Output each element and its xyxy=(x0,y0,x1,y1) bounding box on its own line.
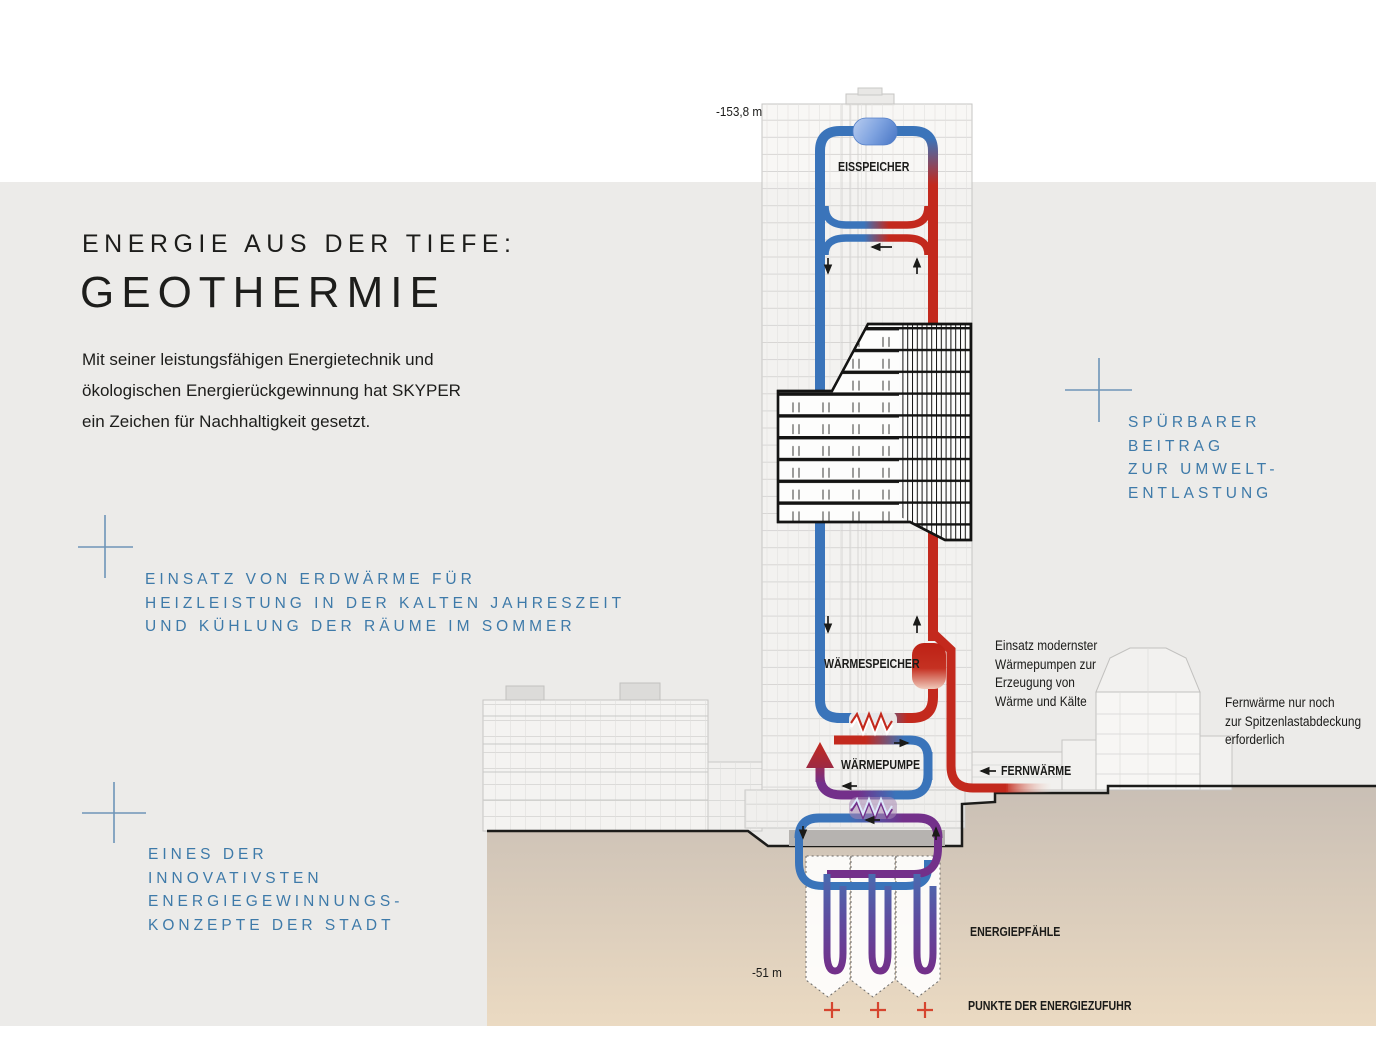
callout-line: INNOVATIVSTEN xyxy=(148,869,323,887)
callout-line: EINSATZ VON ERDWÄRME FÜR xyxy=(145,571,476,588)
depth-mark-bottom: -51 m xyxy=(752,965,782,980)
label-heat-pump: WÄRMEPUMPE xyxy=(841,758,921,772)
callout-line: EINES DER xyxy=(148,846,268,863)
page-kicker: ENERGIE AUS DER TIEFE: xyxy=(82,230,517,258)
callout-line: ENERGIEGEWINNUNGS- xyxy=(148,893,404,910)
note-line: Wärmepumpen zur xyxy=(995,656,1097,672)
note-line: erforderlich xyxy=(1225,732,1285,747)
callout-line: KONZEPTE DER STADT xyxy=(148,916,395,934)
label-heat-storage: WÄRMESPEICHER xyxy=(824,657,920,671)
label-ice-storage: EISSPEICHER xyxy=(838,160,910,174)
note-district-heating xyxy=(1225,694,1361,750)
heat-exchanger-coil-lower-icon xyxy=(849,797,897,819)
page-title: GEOTHERMIE xyxy=(80,268,446,317)
note-heat-pump xyxy=(995,637,1097,711)
note-line: Fernwärme nur noch xyxy=(1225,695,1335,710)
height-mark-top: -153,8 m xyxy=(716,104,763,119)
callout-line: SPÜRBARER xyxy=(1128,414,1261,431)
note-line: Wärme und Kälte xyxy=(995,693,1087,709)
callout-line: ENTLASTUNG xyxy=(1128,484,1273,502)
label-district-heating: FERNWÄRME xyxy=(1001,764,1072,778)
callout-line: UND KÜHLUNG DER RÄUME IM SOMMER xyxy=(145,618,576,635)
callout-environment xyxy=(1128,411,1278,505)
heat-exchanger-coil-upper-icon xyxy=(849,711,897,733)
callout-line: ZUR UMWELT- xyxy=(1128,461,1279,478)
intro-paragraph xyxy=(82,344,461,437)
foundation-slab xyxy=(789,830,945,846)
intro-line: ökologischen Energierückgewinnung hat SKYPER xyxy=(82,381,461,400)
intro-line: Mit seiner leistungsfähigen Energietechnik und xyxy=(82,350,434,369)
ice-storage-tank xyxy=(853,118,897,145)
callout-line: BEITRAG xyxy=(1128,437,1225,455)
note-line: Erzeugung von xyxy=(995,675,1075,690)
intro-line: ein Zeichen für Nachhaltigkeit gesetzt. xyxy=(82,412,371,431)
label-energy-piles: ENERGIEPFÄHLE xyxy=(970,925,1061,939)
callout-geothermal-use xyxy=(145,568,625,639)
label-energy-points: PUNKTE DER ENERGIEZUFUHR xyxy=(968,999,1132,1013)
note-line: Einsatz modernster xyxy=(995,638,1098,653)
callout-innovative-concept xyxy=(148,843,403,937)
note-line: zur Spitzenlastabdeckung xyxy=(1225,713,1362,729)
callout-line: HEIZLEISTUNG IN DER KALTEN JAHRESZEIT xyxy=(145,594,626,612)
